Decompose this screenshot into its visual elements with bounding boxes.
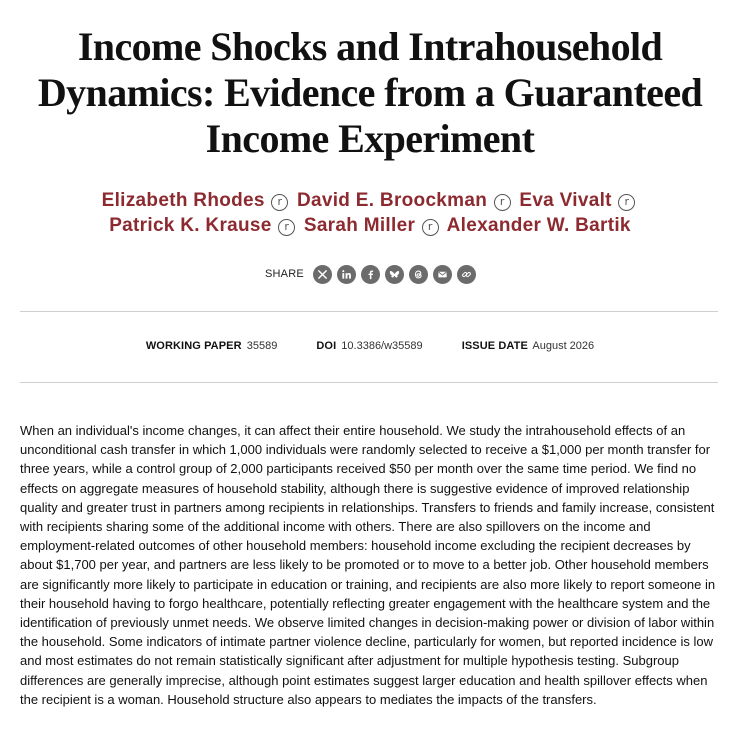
bluesky-icon xyxy=(389,269,400,280)
email-icon xyxy=(437,269,448,280)
divider-top xyxy=(20,311,718,312)
author-separator-icon: r xyxy=(422,219,439,236)
author-link[interactable]: Elizabeth Rhodes xyxy=(101,190,265,211)
issue-date-meta xyxy=(462,340,594,352)
divider-bottom xyxy=(20,382,718,383)
share-bar xyxy=(265,263,481,285)
share-bluesky-button[interactable] xyxy=(385,265,404,284)
issue-date-label: ISSUE DATE xyxy=(461,340,528,352)
abstract-text: When an individual's income changes, it can affect their entire household. We study the intrahousehold effects of an unconditional cash transfer in which 1,000 individuals were randomly selected to receive a $1,000 per month transfer for three years, while a control group of 2,000 participants received $50 per month over the same time period. We find no effects on aggregate measures of household stability, although there is suggestive evidence of improved relationship quality and greater trust in partners among recipients in relationships. Transfers to friends and family increase, consistent with recipients sharing some of the additional income with others. There are also spillovers on the income and employment-related outcomes of other household members: household income excluding the recipient decreases by about $1,700 per year, and partners are less likely to be promoted or to move to a better job. Other household members are significantly more likely to participate in education or training, and recipients are also more likely to report someone in their household having to forgo healthcare, potentially reflecting greater engagement with the healthcare system and the identification of previously unmet needs. We observe limited changes in decision-making power or division of labor within the household. Some indicators of intimate partner violence decline, particularly for women, but reported incidence is low and most estimates do not remain statistically significant after adjustment for multiple hypothesis testing. Subgroup differences are generally imprecise, although point estimates suggest larger education and health spillover effects when the recipient is a woman. Household structure also appears to mediates the impacts of the transfers. xyxy=(20,423,716,707)
doi-meta xyxy=(316,340,422,352)
author-separator-icon: r xyxy=(618,194,635,211)
author-separator-icon: r xyxy=(494,194,511,211)
working-paper-meta xyxy=(146,340,277,352)
author-link[interactable]: Eva Vivalt xyxy=(519,190,612,211)
author-link[interactable]: Patrick K. Krause xyxy=(109,215,272,236)
facebook-icon xyxy=(365,269,376,280)
share-linkedin-button[interactable] xyxy=(337,265,356,284)
author-list xyxy=(100,188,640,238)
share-x-button[interactable] xyxy=(313,265,332,284)
author-separator-icon: r xyxy=(271,194,288,211)
share-label: SHARE xyxy=(265,268,304,280)
working-paper-number: 35589 xyxy=(246,340,278,352)
paper-metadata xyxy=(0,340,740,352)
share-facebook-button[interactable] xyxy=(361,265,380,284)
doi-label: DOI xyxy=(316,340,337,352)
link-icon xyxy=(461,269,472,280)
threads-icon xyxy=(413,269,424,280)
share-threads-button[interactable] xyxy=(409,265,428,284)
author-link[interactable]: David E. Broockman xyxy=(296,190,488,211)
author-separator-icon: r xyxy=(278,219,295,236)
paper-title: Income Shocks and Intrahousehold Dynamics: Evidence from a Guaranteed Income Experiment xyxy=(37,24,703,161)
share-email-button[interactable] xyxy=(433,265,452,284)
issue-date-value: August 2026 xyxy=(532,340,595,352)
share-link-button[interactable] xyxy=(457,265,476,284)
doi-value[interactable]: 10.3386/w35589 xyxy=(341,340,423,352)
x-icon xyxy=(317,269,328,280)
linkedin-icon xyxy=(341,269,352,280)
working-paper-label: WORKING PAPER xyxy=(145,340,242,352)
author-link[interactable]: Alexander W. Bartik xyxy=(446,215,631,236)
author-link[interactable]: Sarah Miller xyxy=(303,215,416,236)
